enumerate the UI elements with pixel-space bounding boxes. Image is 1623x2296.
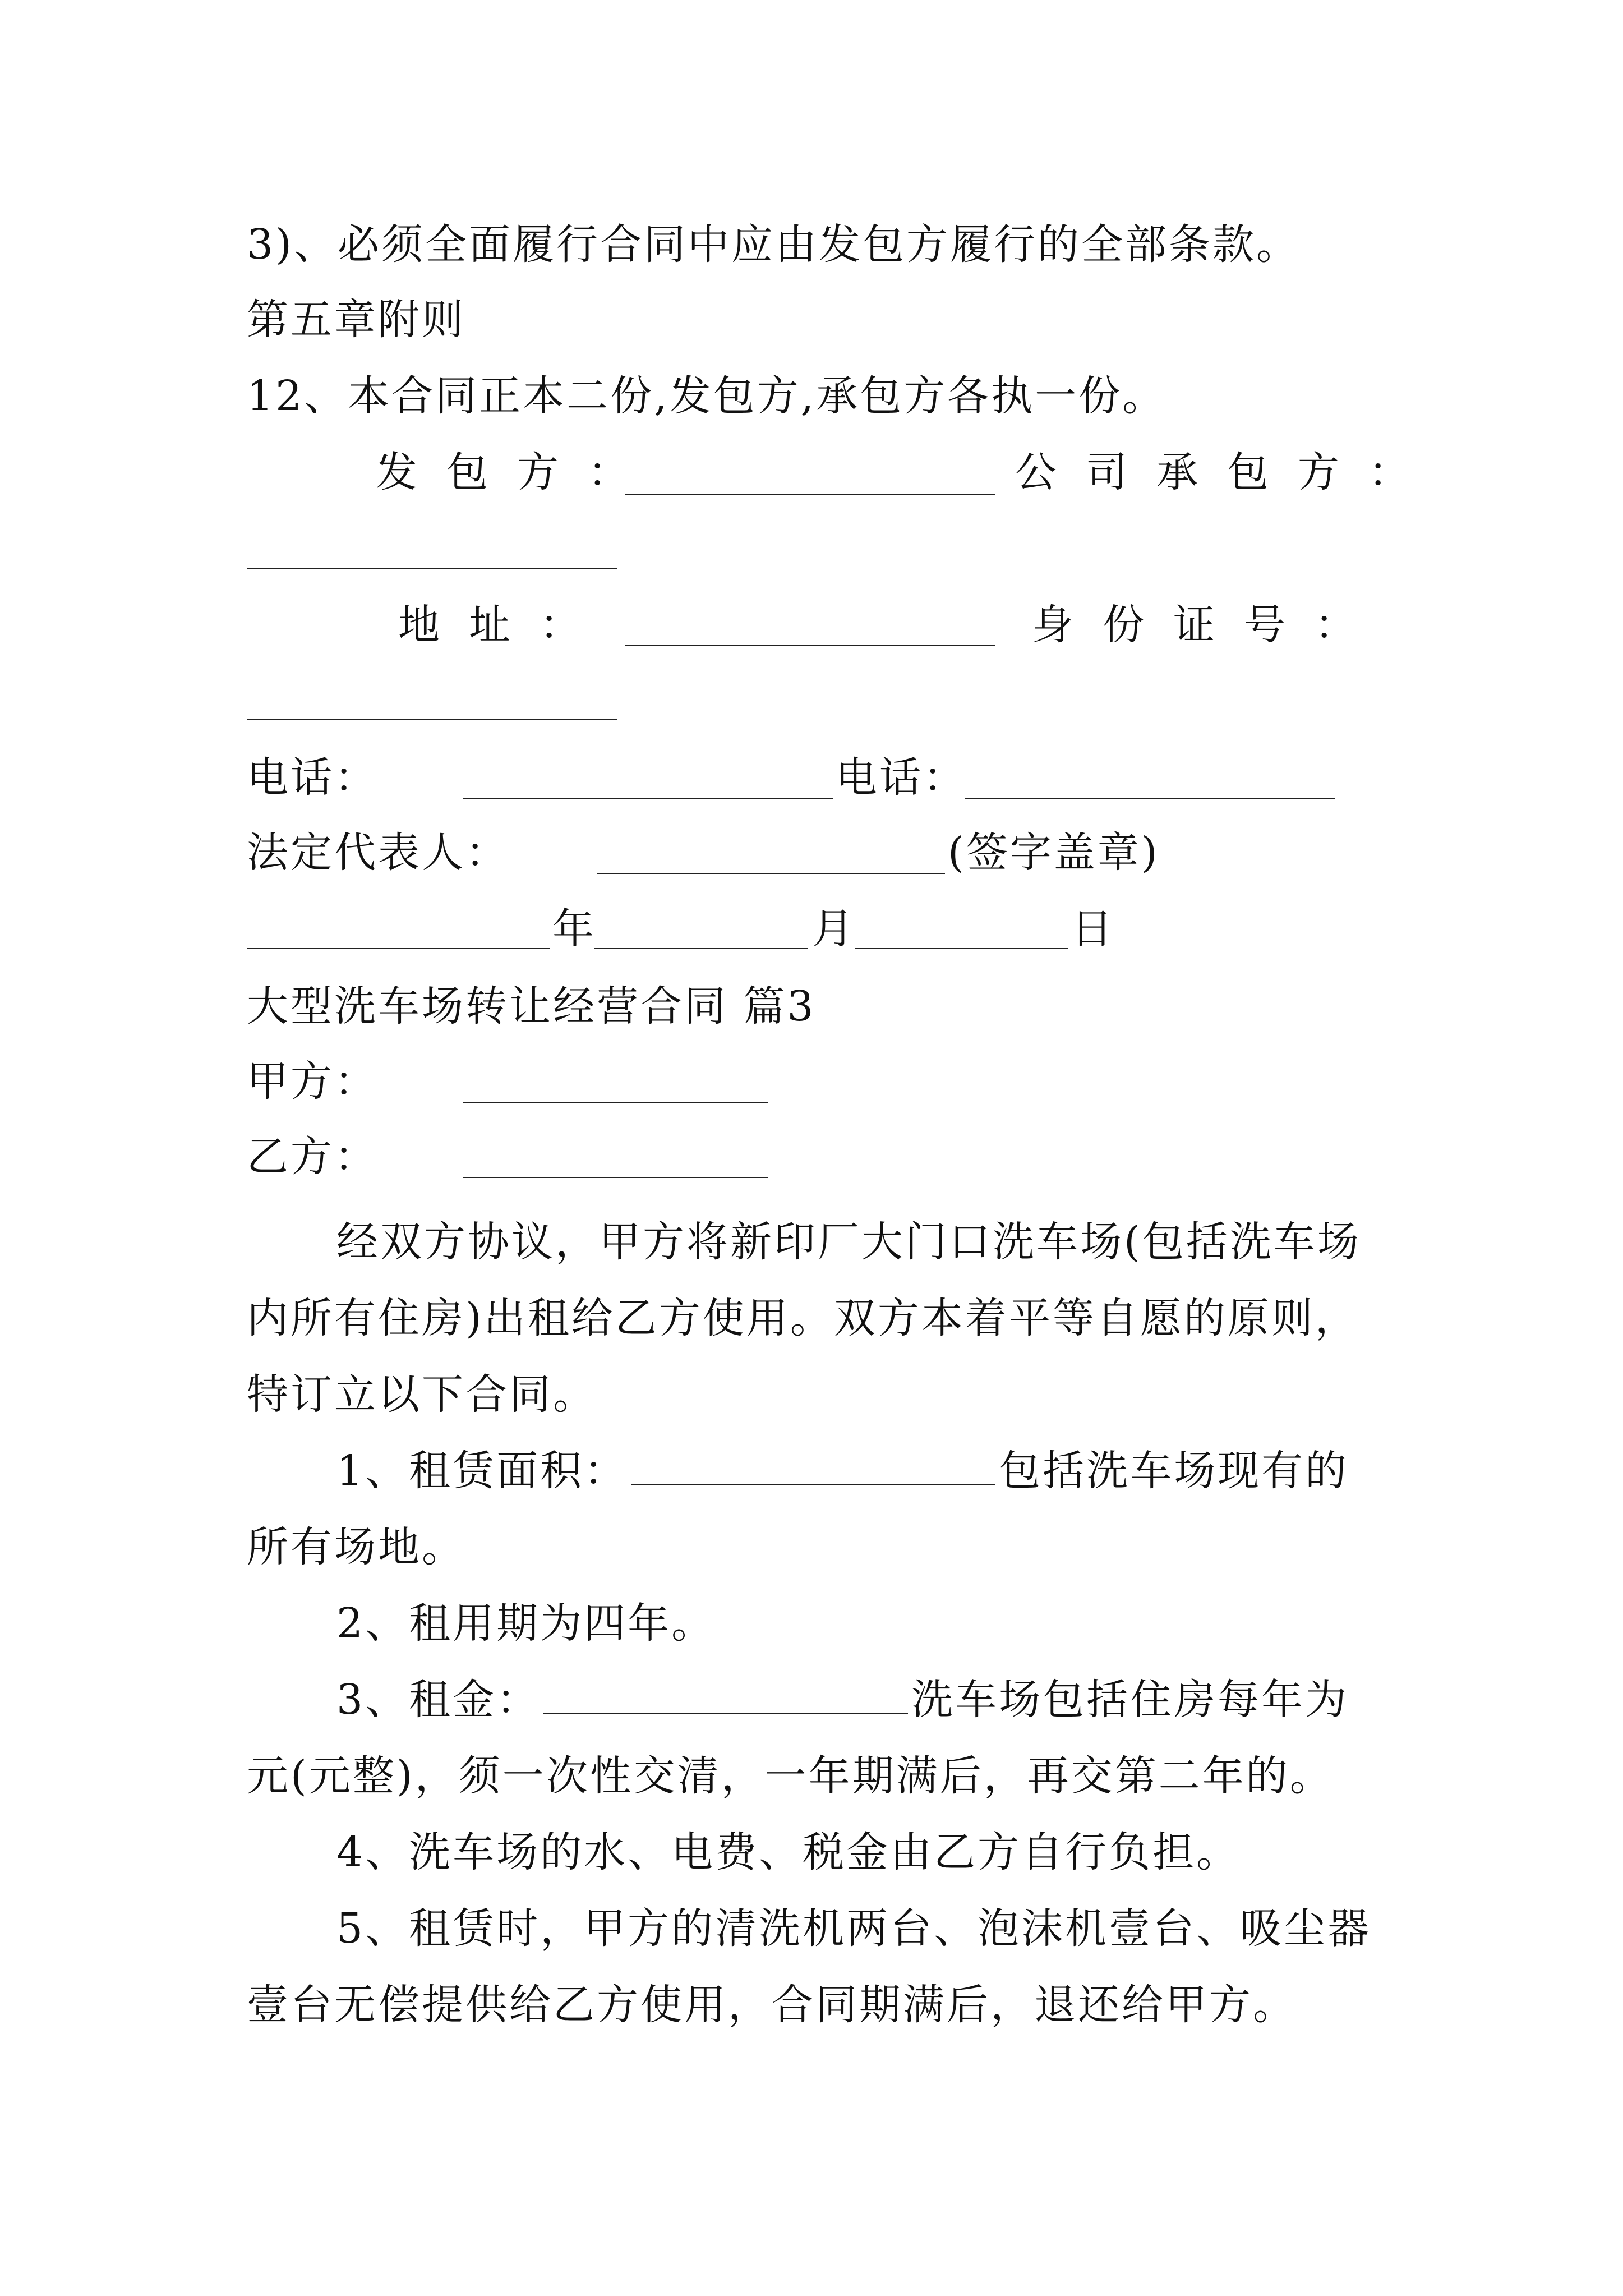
contractor-blank [625, 494, 995, 495]
clause-1-prefix: 1、租赁面积： [336, 1447, 628, 1495]
area-blank [631, 1443, 995, 1485]
id-number-label: 身份证号： [1032, 601, 1385, 649]
legal-rep-blank [597, 873, 945, 874]
company-contractee-label: 公司承包方： [1015, 448, 1439, 496]
clause-2-paragraph: 2、租用期为四年。 [336, 1599, 716, 1648]
phone-blank-1 [463, 798, 833, 799]
section-title: 大型洗车场转让经营合同 篇3 [247, 982, 816, 1030]
party-a-label: 甲方： [247, 1057, 378, 1106]
phone-label-1: 电话： [247, 753, 378, 802]
id-number-blank [247, 719, 617, 720]
year-label: 年 [552, 905, 596, 953]
phone-label-2: 电话： [836, 753, 967, 802]
address-blank [625, 645, 995, 646]
clause-3-suffix: 洗车场包括住房每年为元(元整)，须一次性交清，一年期满后，再交第二年的。 [247, 1676, 1349, 1800]
legal-rep-label: 法定代表人： [247, 829, 509, 877]
day-blank [855, 948, 1068, 949]
contractee-blank [247, 568, 617, 569]
signature-seal-note: (签字盖章) [948, 829, 1160, 877]
phone-blank-2 [965, 798, 1335, 799]
party-b-label: 乙方： [247, 1133, 378, 1181]
clause-3-line: 3)、必须全面履行合同中应由发包方履行的全部条款。 [247, 220, 1300, 269]
month-label: 月 [812, 905, 856, 953]
contractor-label: 发包方： [376, 448, 658, 496]
clause-3-paragraph [247, 1662, 1374, 1814]
clause-5-paragraph: 5、租赁时，甲方的清洗机两台、泡沫机壹台、吸尘器壹台无偿提供给乙方使用，合同期满后，退还给甲方。 [247, 1904, 1372, 2029]
year-blank [247, 948, 550, 949]
address-label: 地址： [398, 601, 610, 649]
rent-blank [543, 1672, 908, 1714]
clause-12-line: 12、本合同正本二份,发包方,承包方各执一份。 [247, 372, 1166, 420]
clause-1-paragraph [247, 1433, 1374, 1585]
clause-1-suffix: 包括洗车场现有的所有场地。 [247, 1447, 1349, 1571]
day-label: 日 [1071, 905, 1115, 953]
party-a-blank [463, 1102, 768, 1103]
clause-4-paragraph: 4、洗车场的水、电费、税金由乙方自行负担。 [336, 1828, 1241, 1876]
chapter-heading: 第五章附则 [247, 296, 465, 344]
clause-3-prefix: 3、租金： [336, 1676, 541, 1724]
preamble-paragraph: 经双方协议，甲方将新印厂大门口洗车场(包括洗车场内所有住房)出租给乙方使用。双方本着平等自愿的原则，特订立以下合同。 [247, 1218, 1361, 1419]
month-blank [594, 948, 808, 949]
party-b-blank [463, 1177, 768, 1178]
